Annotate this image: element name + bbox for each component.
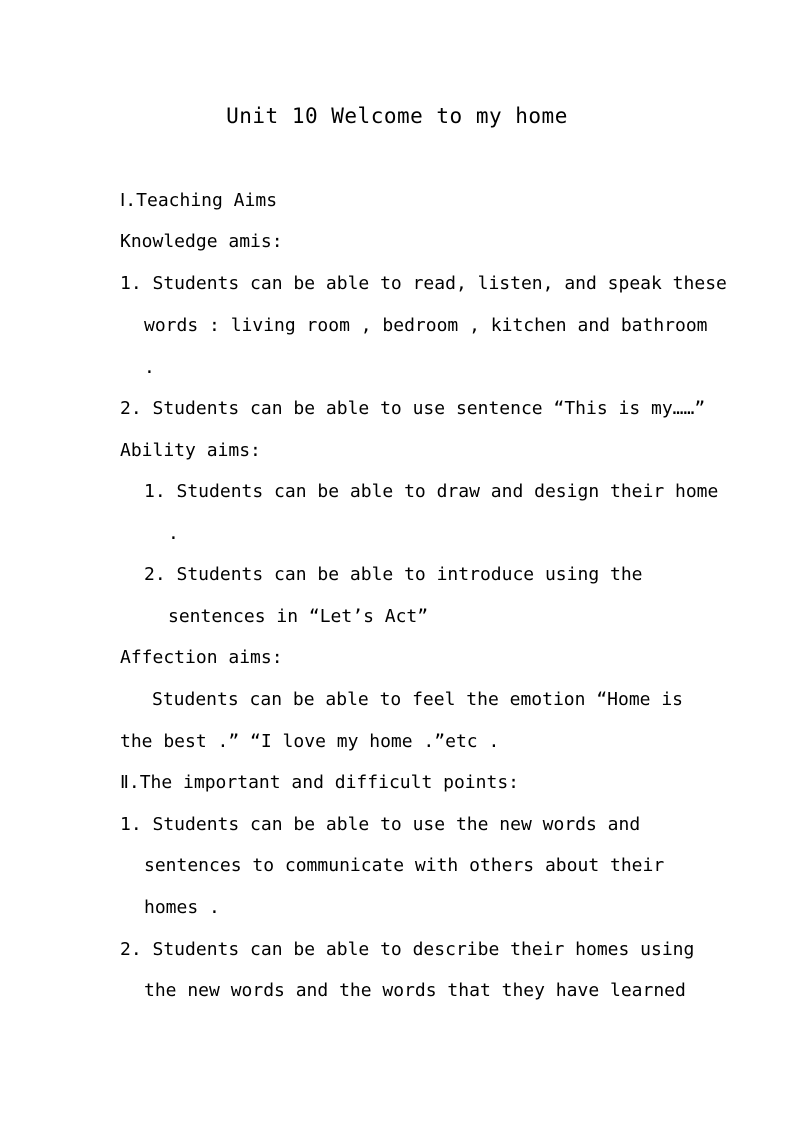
section-heading-important-points: Ⅱ.The important and difficult points:	[120, 772, 519, 793]
knowledge-aims-heading: Knowledge amis:	[120, 231, 283, 252]
knowledge-item-1-line-1: 1. Students can be able to read, listen, and speak these	[120, 273, 727, 294]
affection-line-2: the best .” “I love my home .”etc .	[120, 731, 500, 752]
ability-item-1-line-2: .	[168, 523, 179, 544]
ability-aims-heading: Ability aims:	[120, 440, 261, 461]
knowledge-item-1-line-3: .	[144, 357, 155, 378]
document-title: Unit 10 Welcome to my home	[226, 104, 568, 128]
affection-aims-heading: Affection aims:	[120, 647, 283, 668]
points-item-1-line-2: sentences to communicate with others about their	[144, 855, 665, 876]
ability-item-2-line-2: sentences in “Let’s Act”	[168, 606, 429, 627]
knowledge-item-2: 2. Students can be able to use sentence “This is my……”	[120, 398, 706, 419]
affection-line-1: Students can be able to feel the emotion “Home is	[152, 689, 684, 710]
knowledge-item-1-line-2: words : living room , bedroom , kitchen and bathroom	[144, 315, 708, 336]
points-item-1-line-1: 1. Students can be able to use the new words and	[120, 814, 641, 835]
points-item-2-line-1: 2. Students can be able to describe their homes using	[120, 939, 695, 960]
points-item-1-line-3: homes .	[144, 897, 220, 918]
section-heading-teaching-aims: Ⅰ.Teaching Aims	[120, 190, 278, 211]
points-item-2-line-2: the new words and the words that they have learned	[144, 980, 686, 1001]
ability-item-1-line-1: 1. Students can be able to draw and design their home	[144, 481, 719, 502]
ability-item-2-line-1: 2. Students can be able to introduce using the	[144, 564, 643, 585]
